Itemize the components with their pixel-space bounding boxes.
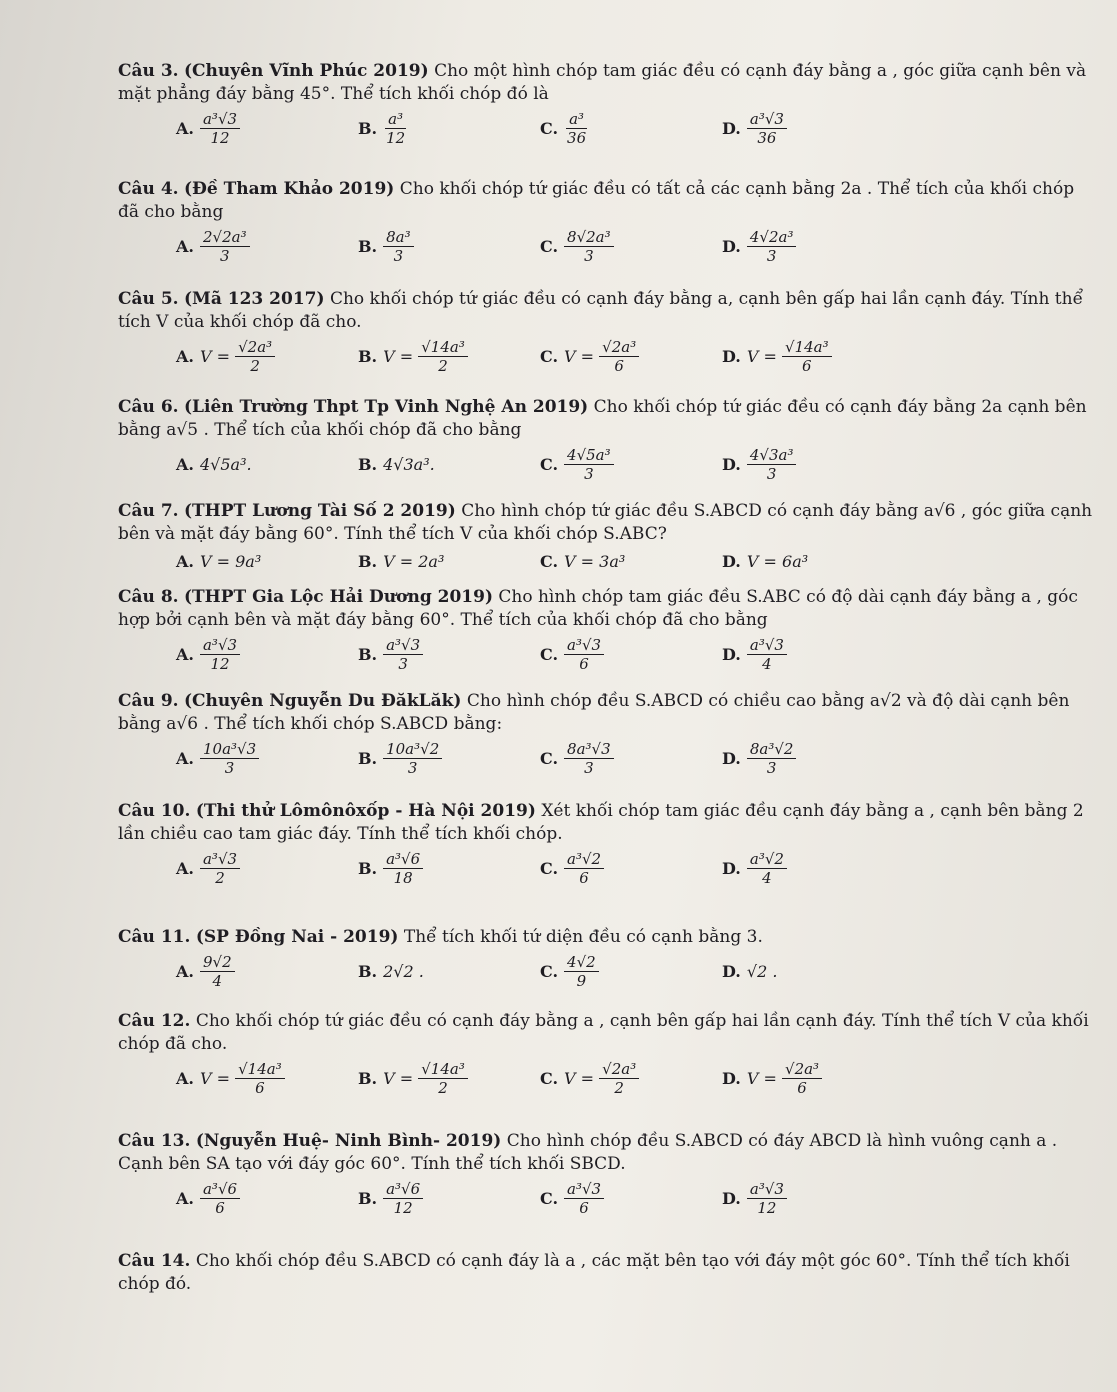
option-d[interactable]: D. $\frac{\text{a³√2}}{4}$ <box>722 850 904 887</box>
question-text: Cho hình chóp đều S.ABCD có đáy ABCD là hình vuông cạnh a . Cạnh bên SA tạo với đáy góc 60°. Tính thể tích khối SBCD. <box>118 1131 1058 1174</box>
answer-options <box>118 636 1097 673</box>
question-5 <box>118 288 1097 375</box>
option-a[interactable]: A. V = $\frac{\text{√2a³}}{2}$ <box>176 338 358 375</box>
question-text: Cho một hình chóp tam giác đều có cạnh đáy bằng a , góc giữa cạnh bên và mặt phẳng đáy bằng 45°. Thể tích khối chóp đó là <box>118 61 1087 104</box>
option-c[interactable]: C. $\frac{\text{a³√3}}{6}$ <box>540 636 722 673</box>
question-source: (SP Đồng Nai - 2019) <box>195 927 399 947</box>
option-d[interactable]: D. $\frac{\text{4√3a³}}{3}$ <box>722 446 904 483</box>
question-number: Câu 10. <box>118 801 191 821</box>
option-c[interactable]: C. $\frac{\text{4√5a³}}{3}$ <box>540 446 722 483</box>
question-source: (Đề Tham Khảo 2019) <box>183 179 395 199</box>
option-d[interactable]: D. √2 . <box>722 962 778 981</box>
option-b[interactable]: B. $\frac{\text{8a³}}{3}$ <box>358 228 540 265</box>
option-a[interactable]: A. 4√5a³. <box>176 455 252 474</box>
question-source: (Liên Trường Thpt Tp Vinh Nghệ An 2019) <box>183 397 589 417</box>
option-c[interactable]: C. $\frac{\text{8a³√3}}{3}$ <box>540 740 722 777</box>
answer-options <box>118 446 1097 483</box>
question-source: (Thi thử Lômônôxốp - Hà Nội 2019) <box>195 801 536 821</box>
option-b[interactable]: B. 4√3a³. <box>358 455 435 474</box>
option-d[interactable]: D. V = 6a³ <box>722 552 809 571</box>
option-a[interactable]: A. $\frac{9√2}{4}$ <box>176 953 358 990</box>
option-a[interactable]: A. $\frac{\text{a³√3}}{12}$ <box>176 636 358 673</box>
option-a[interactable]: A. V = 9a³ <box>176 552 262 571</box>
option-d[interactable]: D. $\frac{\text{a³√3}}{36}$ <box>722 110 904 147</box>
question-6 <box>118 396 1097 483</box>
option-c[interactable]: C. $\frac{\text{a³√3}}{6}$ <box>540 1180 722 1217</box>
option-b[interactable]: B. V = $\frac{\text{√14a³}}{2}$ <box>358 338 540 375</box>
option-c[interactable]: C. $\frac{\text{a³}}{36}$ <box>540 110 587 147</box>
option-a[interactable]: A. $\frac{\text{2√2a³}}{3}$ <box>176 228 358 265</box>
option-c[interactable]: C. V = 3a³ <box>540 552 626 571</box>
option-b[interactable]: B. V = $\frac{\text{√14a³}}{2}$ <box>358 1060 540 1097</box>
question-source: (Mã 123 2017) <box>183 289 325 309</box>
question-text: Cho khối chóp tứ giác đều có cạnh đáy bằng a , cạnh bên gấp hai lần cạnh đáy. Tính thể tích V của khối chóp đã cho. <box>118 1011 1089 1054</box>
question-text: Cho hình chóp đều S.ABCD có chiều cao bằng a√2 và độ dài cạnh bên bằng a√6 . Thể tích khối chóp S.ABCD bằng: <box>118 691 1070 734</box>
answer-options <box>118 1180 1097 1217</box>
question-4 <box>118 178 1097 265</box>
answer-options <box>118 110 1097 147</box>
option-b[interactable]: B. $\frac{\text{10a³√2}}{3}$ <box>358 740 540 777</box>
option-a[interactable]: A. $\frac{\text{a³√3}}{2}$ <box>176 850 358 887</box>
question-source: (THPT Gia Lộc Hải Dương 2019) <box>183 587 493 607</box>
question-number: Câu 12. <box>118 1011 191 1031</box>
option-b[interactable]: B. $\frac{\text{a³√3}}{3}$ <box>358 636 540 673</box>
question-text: Cho khối chóp tứ giác đều có tất cả các cạnh bằng 2a . Thể tích của khối chóp đã cho bằng <box>118 179 1075 222</box>
answer-options <box>118 1060 1097 1097</box>
question-10 <box>118 800 1097 887</box>
question-number: Câu 7. <box>118 501 179 521</box>
answer-options <box>118 228 1097 265</box>
question-number: Câu 14. <box>118 1251 191 1271</box>
option-a[interactable]: A. V = $\frac{\text{√14a³}}{6}$ <box>176 1060 358 1097</box>
option-a[interactable]: A. $\frac{\text{a³√6}}{6}$ <box>176 1180 358 1217</box>
question-text: Cho khối chóp tứ giác đều có cạnh đáy bằng 2a cạnh bên bằng a√5 . Thể tích của khối chóp đã cho bằng <box>118 397 1087 440</box>
question-number: Câu 5. <box>118 289 179 309</box>
question-number: Câu 4. <box>118 179 179 199</box>
option-d[interactable]: D. $\frac{\text{4√2a³}}{3}$ <box>722 228 904 265</box>
option-d[interactable]: D. $\frac{\text{a³√3}}{4}$ <box>722 636 904 673</box>
option-c[interactable]: C. V = $\frac{\text{√2a³}}{2}$ <box>540 1060 722 1097</box>
option-c[interactable]: C. V = $\frac{\text{√2a³}}{6}$ <box>540 338 722 375</box>
answer-options <box>118 550 1097 573</box>
option-b[interactable]: B. 2√2 . <box>358 962 424 981</box>
option-a[interactable]: A. $\frac{\text{a³√3}}{12}$ <box>176 110 358 147</box>
question-number: Câu 9. <box>118 691 179 711</box>
question-text: Cho hình chóp tam giác đều S.ABC có độ dài cạnh đáy bằng a , góc hợp bởi cạnh bên và mặt đáy bằng 60°. Thể tích của khối chóp đã cho bằng <box>118 587 1078 630</box>
option-b[interactable]: B. $\frac{\text{a³√6}}{18}$ <box>358 850 540 887</box>
option-d[interactable]: D. V = $\frac{\text{√2a³}}{6}$ <box>722 1060 904 1097</box>
option-d[interactable]: D. V = $\frac{\text{√14a³}}{6}$ <box>722 338 904 375</box>
question-source: (Chuyên Nguyễn Du ĐăkLăk) <box>183 691 462 711</box>
answer-options <box>118 953 1097 990</box>
question-number: Câu 13. <box>118 1131 191 1151</box>
question-7 <box>118 500 1097 573</box>
option-d[interactable]: D. $\frac{\text{a³√3}}{12}$ <box>722 1180 904 1217</box>
question-number: Câu 6. <box>118 397 179 417</box>
option-d[interactable]: D. $\frac{\text{8a³√2}}{3}$ <box>722 740 904 777</box>
option-c[interactable]: C. $\frac{\text{8√2a³}}{3}$ <box>540 228 722 265</box>
question-number: Câu 11. <box>118 927 191 947</box>
option-a[interactable]: A. $\frac{\text{10a³√3}}{3}$ <box>176 740 358 777</box>
question-3 <box>118 60 1097 147</box>
question-8 <box>118 586 1097 673</box>
question-text: Thể tích khối tứ diện đều có cạnh bằng 3. <box>403 927 763 947</box>
question-11 <box>118 926 1097 990</box>
question-9 <box>118 690 1097 777</box>
option-c[interactable]: C. $\frac{\text{a³√2}}{6}$ <box>540 850 722 887</box>
question-text: Cho khối chóp đều S.ABCD có cạnh đáy là a , các mặt bên tạo với đáy một góc 60°. Tính thể tích khối chóp đó. <box>118 1251 1070 1294</box>
question-text: Cho hình chóp tứ giác đều S.ABCD có cạnh đáy bằng a√6 , góc giữa cạnh bên và mặt đáy bằng 60°. Tính thể tích V của khối chóp S.ABC? <box>118 501 1093 544</box>
answer-options <box>118 338 1097 375</box>
question-12 <box>118 1010 1097 1097</box>
question-source: (Chuyên Vĩnh Phúc 2019) <box>183 61 429 81</box>
question-14 <box>118 1250 1097 1296</box>
question-source: (THPT Lương Tài Số 2 2019) <box>183 501 456 521</box>
question-13 <box>118 1130 1097 1217</box>
option-b[interactable]: B. $\frac{\text{a³}}{12}$ <box>358 110 406 147</box>
option-b[interactable]: B. $\frac{\text{a³√6}}{12}$ <box>358 1180 540 1217</box>
option-c[interactable]: C. $\frac{4√2}{9}$ <box>540 953 722 990</box>
option-b[interactable]: B. V = 2a³ <box>358 552 445 571</box>
answer-options <box>118 740 1097 777</box>
question-source: (Nguyễn Huệ- Ninh Bình- 2019) <box>195 1131 502 1151</box>
question-number: Câu 3. <box>118 61 179 81</box>
answer-options <box>118 850 1097 887</box>
question-text: Xét khối chóp tam giác đều cạnh đáy bằng a , cạnh bên bằng 2 lần chiều cao tam giác đáy. Tính thể tích khối chóp. <box>118 801 1084 844</box>
question-text: Cho khối chóp tứ giác đều có cạnh đáy bằng a, cạnh bên gấp hai lần cạnh đáy. Tính thể tích V của khối chóp đã cho. <box>118 289 1084 332</box>
question-number: Câu 8. <box>118 587 179 607</box>
